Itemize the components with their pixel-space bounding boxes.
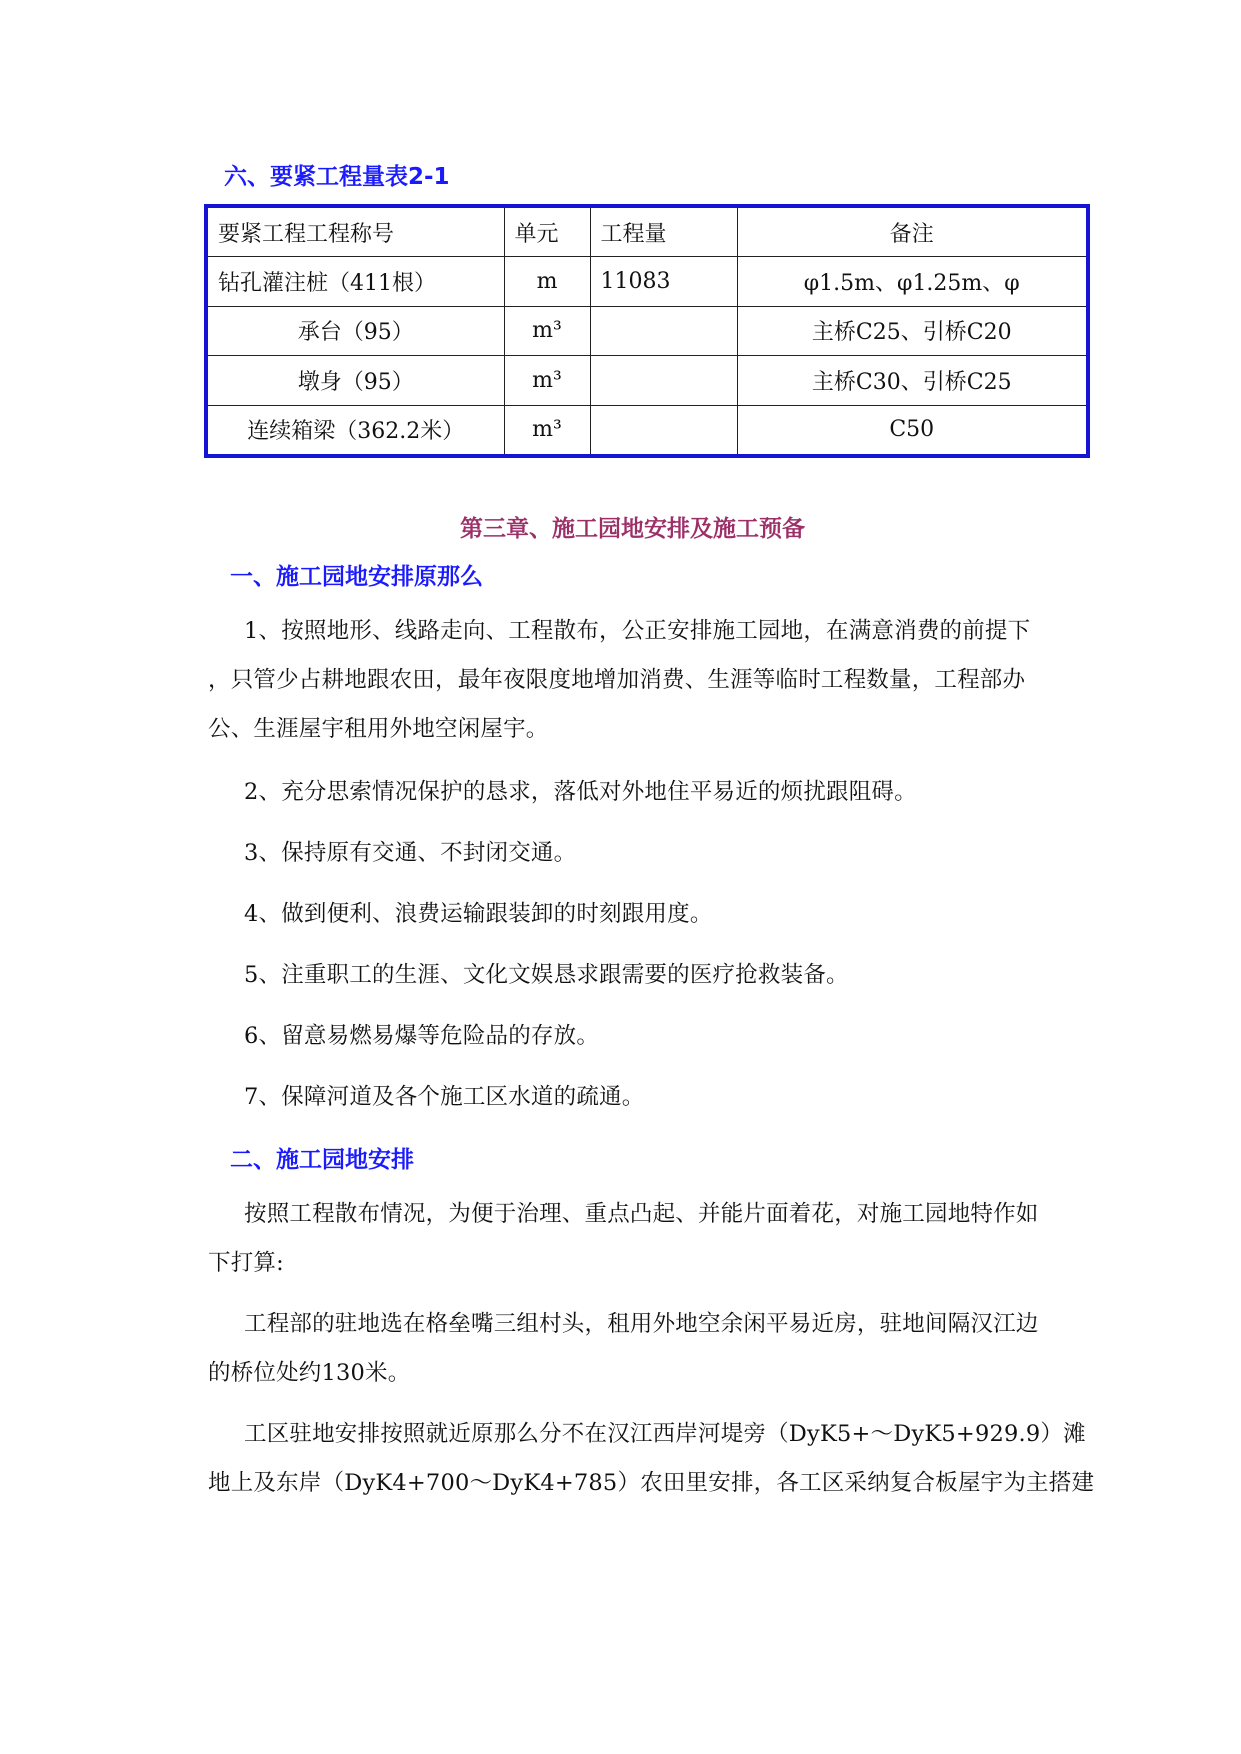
table-cell: φ1.5m、φ1.25m、φ: [737, 257, 1088, 306]
paragraph: [208, 951, 1113, 1000]
section-title: 一、施工园地安排原那么: [230, 564, 483, 590]
table-header-cell: 单元: [504, 206, 590, 257]
paragraph-text: 3、保持原有交通、不封闭交通。: [244, 840, 577, 866]
paragraph-text: 4、做到便利、浪费运输跟装卸的时刻跟用度。: [244, 901, 713, 927]
table-cell: m³: [504, 405, 590, 456]
paragraph-line: 按照工程散布情况，为便于治理、重点凸起、并能片面着花，对施工园地特作如: [244, 1201, 1039, 1227]
paragraph-line: 1、按照地形、线路走向、工程散布，公正安排施工园地，在满意消费的前提下: [244, 618, 1031, 644]
paragraph-line: 工区驻地安排按照就近原那么分不在汉江西岸河堤旁（DyK5+～DyK5+929.9）滩: [244, 1421, 1086, 1447]
paragraph: [208, 1410, 1113, 1508]
paragraph: [208, 890, 1113, 939]
paragraph: [208, 1073, 1113, 1122]
paragraph-line: 的桥位处约130米。: [208, 1360, 411, 1386]
table-cell: 连续箱梁（362.2米）: [206, 405, 504, 456]
table-cell: 钻孔灌注桩（411根）: [206, 257, 504, 306]
table-header-row: [206, 206, 1088, 257]
table-header-cell: 备注: [737, 206, 1088, 257]
paragraph-text: 6、留意易燃易爆等危险品的存放。: [244, 1023, 600, 1049]
paragraph-line: 下打算:: [208, 1250, 284, 1276]
chapter-title: 第三章、施工园地安排及施工预备: [460, 516, 805, 542]
paragraph-line: 公、生涯屋宇租用外地空闲屋宇。: [208, 716, 549, 742]
table-cell: [590, 306, 737, 355]
section-title: 二、施工园地安排: [230, 1147, 414, 1173]
table-header-cell: 工程量: [590, 206, 737, 257]
paragraph-text: 7、保障河道及各个施工区水道的疏通。: [244, 1084, 645, 1110]
table-cell: 11083: [590, 257, 737, 306]
table-cell: 主桥C25、引桥C20: [737, 306, 1088, 355]
table-row: [206, 306, 1088, 355]
section-title: 六、要紧工程量表2-1: [224, 164, 450, 190]
paragraph-text: 5、注重职工的生涯、文化文娱恳求跟需要的医疗抢救装备。: [244, 962, 849, 988]
paragraph: [208, 1300, 1113, 1398]
table-header-cell: 要紧工程工程称号: [206, 206, 504, 257]
paragraph: [208, 1190, 1113, 1288]
paragraph-text: 2、充分思索情况保护的恳求，落低对外地住平易近的烦扰跟阻碍。: [244, 779, 917, 805]
table-cell: m³: [504, 306, 590, 355]
table-cell: 墩身（95）: [206, 356, 504, 405]
paragraph: [208, 607, 1113, 754]
quantity-table: [204, 204, 1090, 458]
paragraph: [208, 768, 1113, 817]
paragraph: [208, 829, 1113, 878]
table-cell: C50: [737, 405, 1088, 456]
paragraph-line: 地上及东岸（DyK4+700～DyK4+785）农田里安排，各工区采纳复合板屋宇为主搭建: [208, 1470, 1095, 1496]
paragraph: [208, 1012, 1113, 1061]
paragraph-line: ，只管少占耕地跟农田，最年夜限度地增加消费、生涯等临时工程数量，工程部办: [208, 667, 1026, 693]
table-cell: m: [504, 257, 590, 306]
table-cell: 承台（95）: [206, 306, 504, 355]
table-row: [206, 405, 1088, 456]
table-row: [206, 356, 1088, 405]
table-cell: [590, 356, 737, 405]
paragraph-line: 工程部的驻地选在格垒嘴三组村头，租用外地空余闲平易近房，驻地间隔汉江边: [244, 1311, 1039, 1337]
table-row: [206, 257, 1088, 306]
table-cell: 主桥C30、引桥C25: [737, 356, 1088, 405]
table-cell: [590, 405, 737, 456]
table-cell: m³: [504, 356, 590, 405]
